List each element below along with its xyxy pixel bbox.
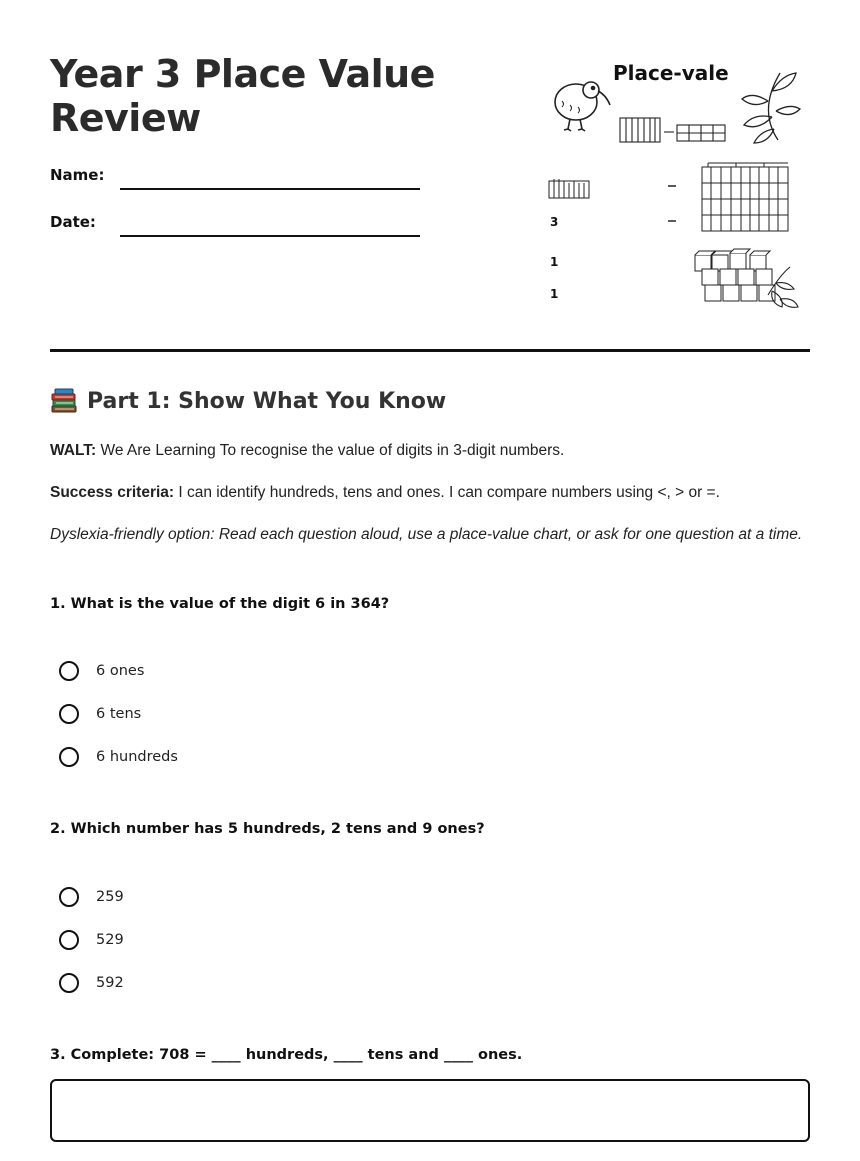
success-criteria-text: I can identify hundreds, tens and ones. I can compare numbers using <, > or =. [174, 484, 720, 501]
fern-leaves-icon [742, 73, 800, 143]
option-label: 6 tens [96, 706, 142, 722]
part1-heading-text: Part 1: Show What You Know [87, 388, 447, 414]
walt-text: We Are Learning To recognise the value of digits in 3-digit numbers. [96, 442, 565, 459]
books-icon [50, 388, 78, 414]
radio-button[interactable] [59, 747, 79, 767]
base-ten-blocks-icon [620, 118, 725, 142]
kiwi-bird-icon [555, 82, 610, 131]
place-value-illustration [540, 55, 810, 315]
q2-option-2[interactable] [59, 930, 124, 950]
name-label: Name: [50, 166, 105, 184]
walt-label: WALT: [50, 442, 97, 459]
q2-option-3[interactable] [59, 973, 124, 993]
date-field[interactable] [120, 213, 420, 237]
worksheet-title: Year 3 Place Value Review [50, 52, 435, 140]
walt-statement [50, 438, 810, 463]
success-criteria-label: Success criteria: [50, 484, 175, 501]
section-divider [50, 349, 810, 352]
option-label: 529 [96, 932, 124, 948]
question-3: 3. Complete: 708 = ____ hundreds, ____ tens and ____ ones. [50, 1047, 523, 1063]
radio-button[interactable] [59, 704, 79, 724]
name-field[interactable] [120, 166, 420, 190]
option-label: 6 hundreds [96, 749, 178, 765]
success-criteria [50, 480, 810, 505]
question-2: 2. Which number has 5 hundreds, 2 tens and 9 ones? [50, 821, 485, 837]
q1-option-1[interactable] [59, 661, 144, 681]
date-label: Date: [50, 213, 96, 231]
q3-answer-field[interactable] [50, 1079, 810, 1142]
illustration-heading: Place-vale [613, 61, 729, 85]
q2-option-1[interactable] [59, 887, 124, 907]
option-label: 259 [96, 889, 124, 905]
radio-button[interactable] [59, 973, 79, 993]
dyslexia-note: Dyslexia-friendly option: Read each question aloud, use a place-value chart, or ask for one question at a time. [50, 526, 803, 543]
option-label: 6 ones [96, 663, 145, 679]
digit-label: 1 [550, 287, 559, 301]
radio-button[interactable] [59, 930, 79, 950]
digit-label: 1 [550, 255, 559, 269]
q1-option-3[interactable] [59, 747, 178, 767]
option-label: 592 [96, 975, 124, 991]
part1-heading [50, 388, 446, 414]
radio-button[interactable] [59, 661, 79, 681]
q1-option-2[interactable] [59, 704, 141, 724]
digit-label: 3 [550, 215, 559, 229]
radio-button[interactable] [59, 887, 79, 907]
question-1: 1. What is the value of the digit 6 in 364? [50, 596, 390, 612]
